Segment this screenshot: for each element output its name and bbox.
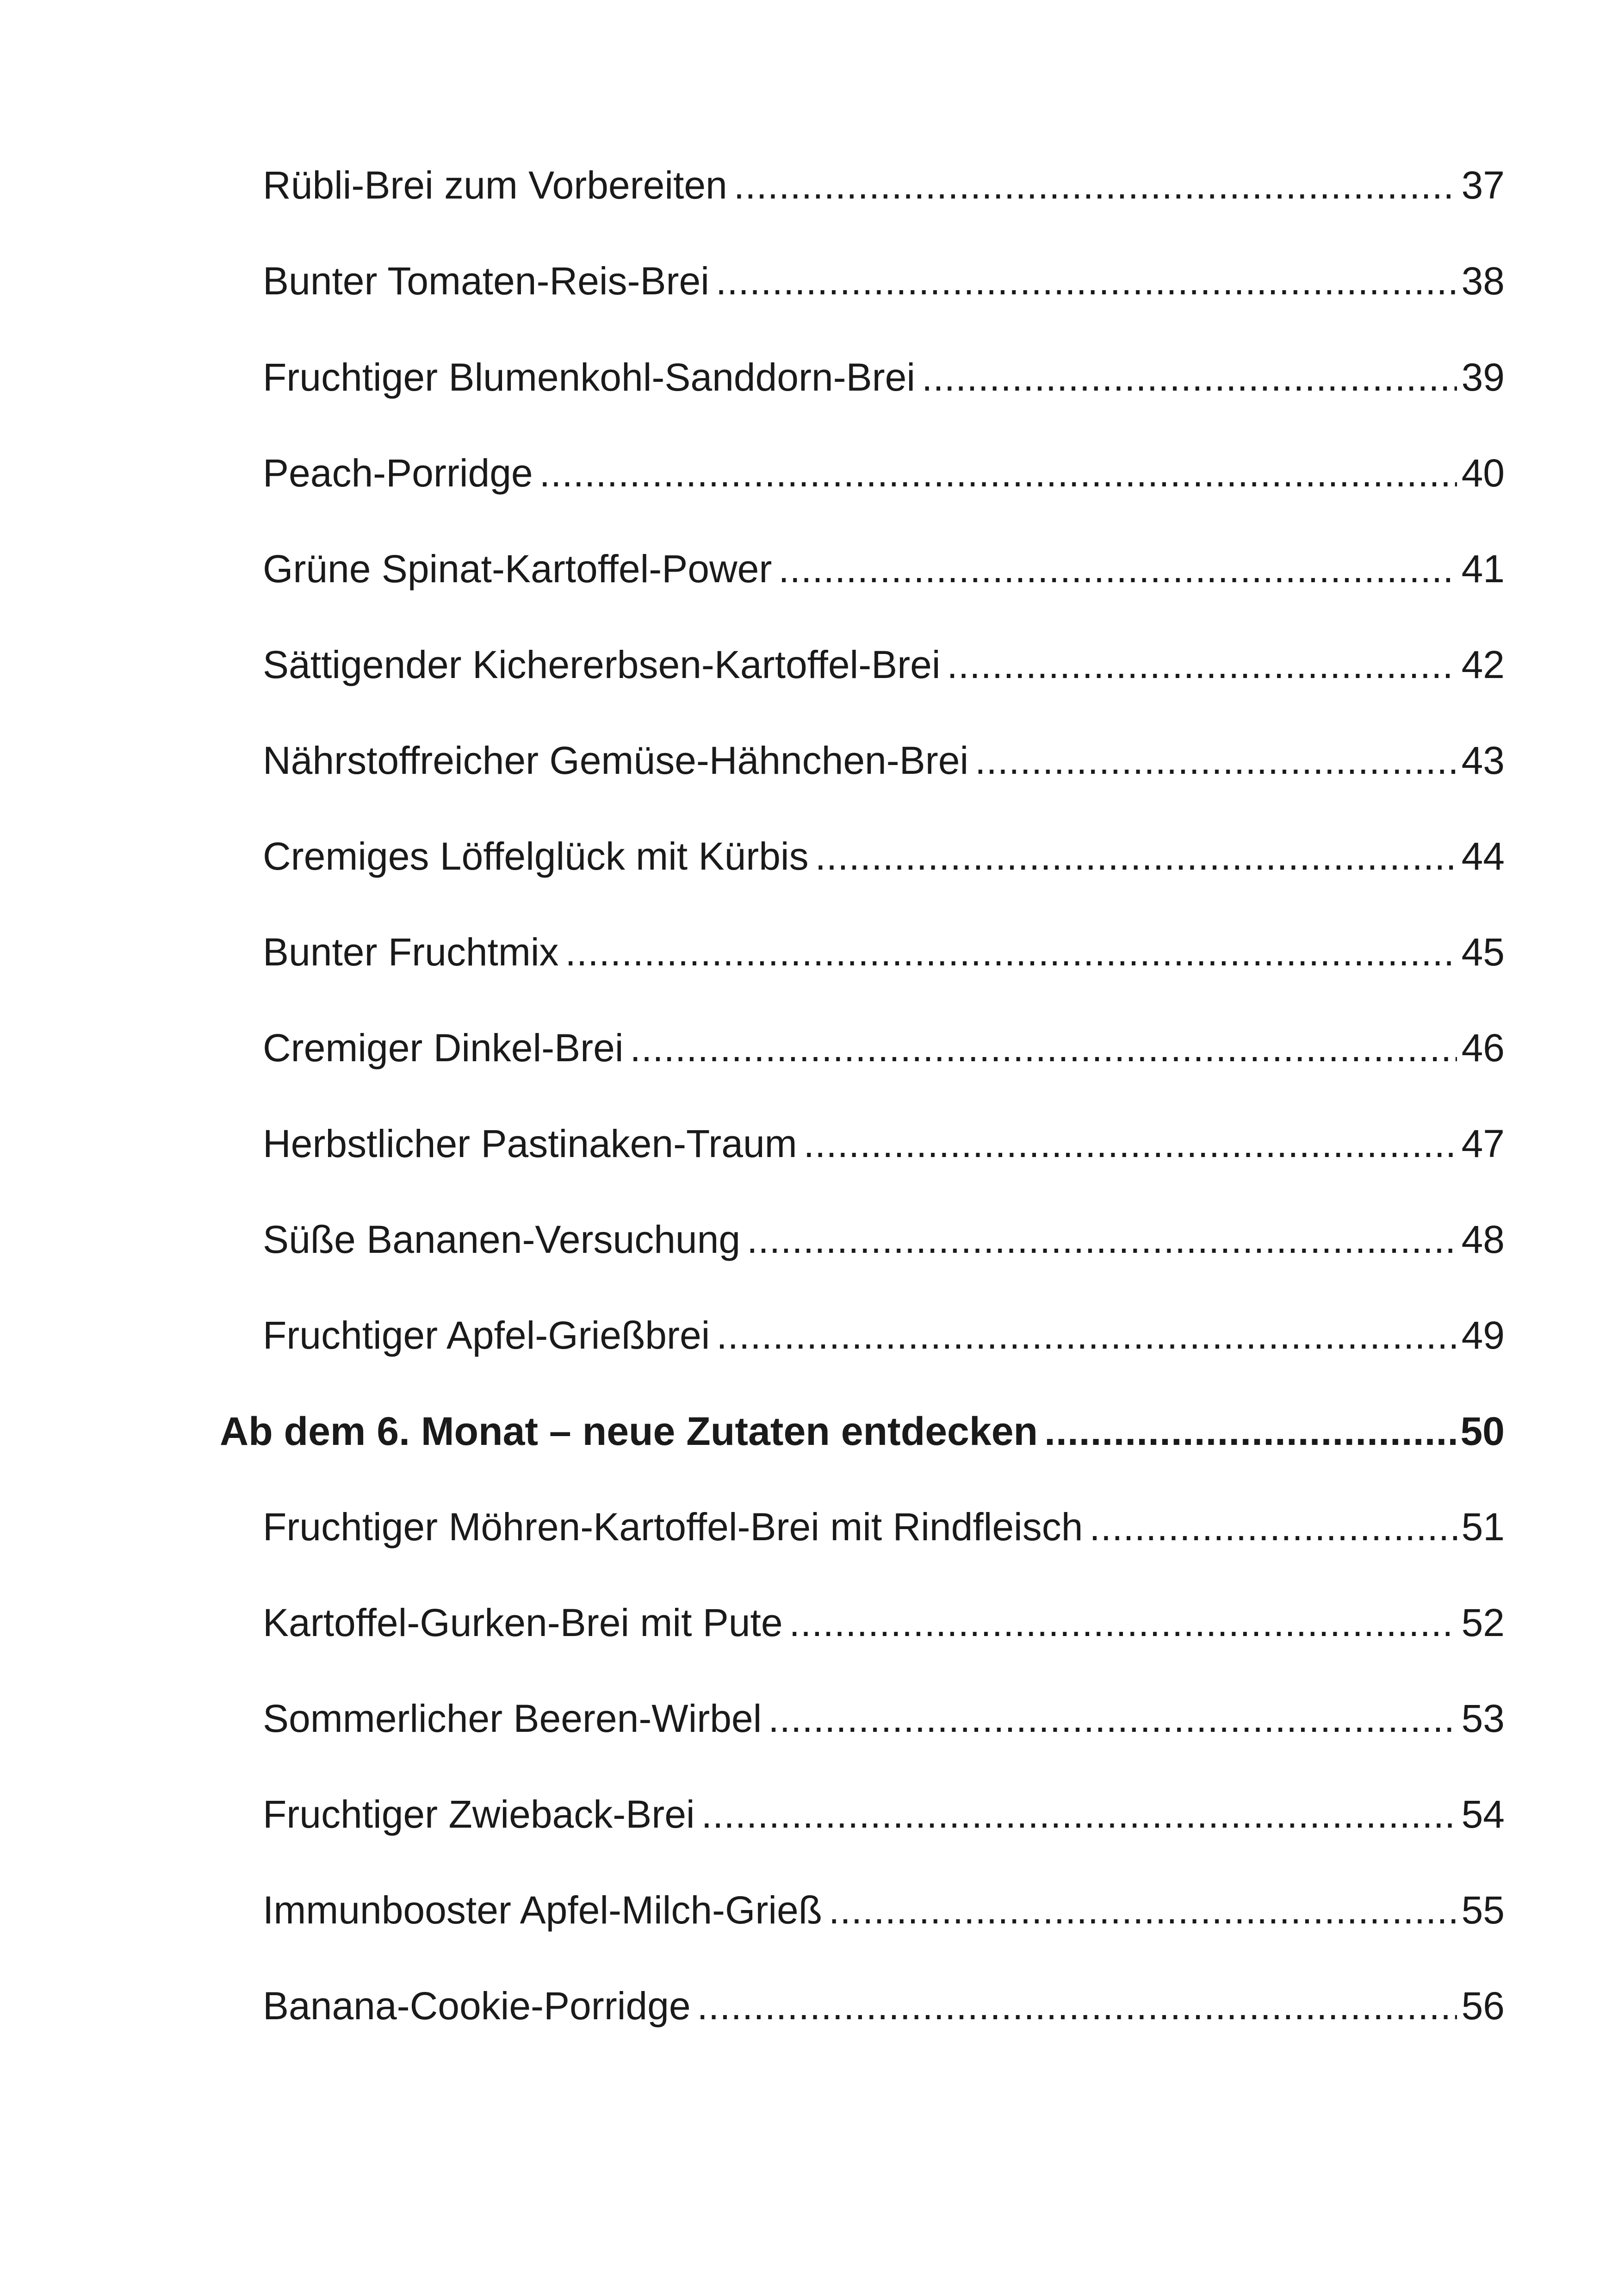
toc-entry[interactable] <box>0 834 1505 903</box>
toc-entry-title: Fruchtiger Apfel-Grießbrei <box>263 1313 710 1357</box>
dot-leader <box>701 1792 1457 1837</box>
toc-entry-title: Sättigender Kichererbsen-Kartoffel-Brei <box>263 643 941 686</box>
toc-entry-page: 41 <box>1461 547 1505 591</box>
toc-entry[interactable] <box>0 1792 1505 1861</box>
toc-entry-title: Banana-Cookie-Porridge <box>263 1984 691 2028</box>
toc-entry-title: Nährstoffreicher Gemüse-Hähnchen-Brei <box>263 739 969 782</box>
toc-entry[interactable] <box>0 1313 1505 1382</box>
toc-entry[interactable] <box>0 642 1505 712</box>
toc-entry-title: Fruchtiger Möhren-Kartoffel-Brei mit Rindfleisch <box>263 1505 1083 1549</box>
dot-leader <box>716 259 1457 304</box>
toc-entry-title: Rübli-Brei zum Vorbereiten <box>263 163 727 207</box>
toc-entry-title: Sommerlicher Beeren-Wirbel <box>263 1697 762 1740</box>
toc-entry-title: Bunter Tomaten-Reis-Brei <box>263 259 709 303</box>
toc-entry-page: 43 <box>1461 739 1505 782</box>
toc-entry-page: 37 <box>1461 163 1505 207</box>
toc-entry-title: Fruchtiger Blumenkohl-Sanddorn-Brei <box>263 355 915 399</box>
toc-entry[interactable] <box>0 451 1505 520</box>
toc-entry-title: Fruchtiger Zwieback-Brei <box>263 1792 695 1836</box>
toc-entry-title: Immunbooster Apfel-Milch-Grieß <box>263 1888 823 1932</box>
toc-entry-page: 46 <box>1461 1026 1505 1070</box>
dot-leader <box>768 1696 1457 1741</box>
toc-entry[interactable] <box>0 930 1505 999</box>
toc-entry[interactable] <box>0 1026 1505 1095</box>
toc-entry-title: Bunter Fruchtmix <box>263 930 559 974</box>
toc-entry-title: Grüne Spinat-Kartoffel-Power <box>263 547 772 591</box>
toc-entry[interactable] <box>0 547 1505 616</box>
dot-leader <box>789 1600 1457 1645</box>
toc-entry[interactable] <box>0 163 1505 232</box>
toc-entry-page: 48 <box>1461 1218 1505 1261</box>
toc-entry-title: Kartoffel-Gurken-Brei mit Pute <box>263 1601 783 1644</box>
toc-chapter-title: Ab dem 6. Monat – neue Zutaten entdecken <box>220 1409 1038 1454</box>
dot-leader <box>747 1217 1457 1262</box>
toc-entry[interactable] <box>0 738 1505 808</box>
toc-chapter-page: 50 <box>1460 1409 1505 1454</box>
dot-leader <box>778 547 1457 591</box>
dot-leader <box>975 738 1457 783</box>
dot-leader <box>815 834 1457 879</box>
toc-entry[interactable] <box>0 1600 1505 1670</box>
toc-entry[interactable] <box>0 1696 1505 1766</box>
dot-leader <box>539 451 1457 496</box>
toc-entry-page: 52 <box>1461 1601 1505 1644</box>
dot-leader <box>829 1888 1457 1933</box>
toc-entry[interactable] <box>0 1121 1505 1191</box>
toc-entry-title: Cremiges Löffelglück mit Kürbis <box>263 834 809 878</box>
toc-entry-page: 55 <box>1461 1888 1505 1932</box>
dot-leader <box>630 1026 1457 1070</box>
toc-entry-title: Peach-Porridge <box>263 451 533 495</box>
toc-entry[interactable] <box>0 1984 1505 2053</box>
dot-leader <box>697 1984 1457 2028</box>
toc-entry-page: 49 <box>1461 1313 1505 1357</box>
dot-leader <box>922 355 1457 400</box>
toc-entry-page: 39 <box>1461 355 1505 399</box>
toc-entry-title: Herbstlicher Pastinaken-Traum <box>263 1122 797 1165</box>
toc-entry[interactable] <box>0 355 1505 424</box>
toc-entry-page: 47 <box>1461 1122 1505 1165</box>
dot-leader <box>1089 1505 1457 1549</box>
dot-leader <box>565 930 1457 975</box>
toc-entry-page: 45 <box>1461 930 1505 974</box>
toc-entry-page: 51 <box>1461 1505 1505 1549</box>
dot-leader <box>716 1313 1457 1358</box>
dot-leader <box>804 1121 1457 1166</box>
toc-entry[interactable] <box>0 259 1505 328</box>
toc-entry-page: 44 <box>1461 834 1505 878</box>
toc-entry-page: 53 <box>1461 1697 1505 1740</box>
toc-entry-page: 40 <box>1461 451 1505 495</box>
toc-entry-page: 38 <box>1461 259 1505 303</box>
toc-chapter-entry[interactable] <box>0 1409 1505 1478</box>
toc-entry-title: Süße Bananen-Versuchung <box>263 1218 741 1261</box>
toc-entry-page: 54 <box>1461 1792 1505 1836</box>
dot-leader <box>1044 1409 1456 1455</box>
dot-leader <box>947 642 1457 687</box>
toc-entry-title: Cremiger Dinkel-Brei <box>263 1026 624 1070</box>
toc-entry[interactable] <box>0 1505 1505 1574</box>
dot-leader <box>734 163 1457 208</box>
toc-entry[interactable] <box>0 1888 1505 1957</box>
toc-entry-page: 56 <box>1461 1984 1505 2028</box>
toc-entry[interactable] <box>0 1217 1505 1287</box>
toc-entry-page: 42 <box>1461 643 1505 686</box>
